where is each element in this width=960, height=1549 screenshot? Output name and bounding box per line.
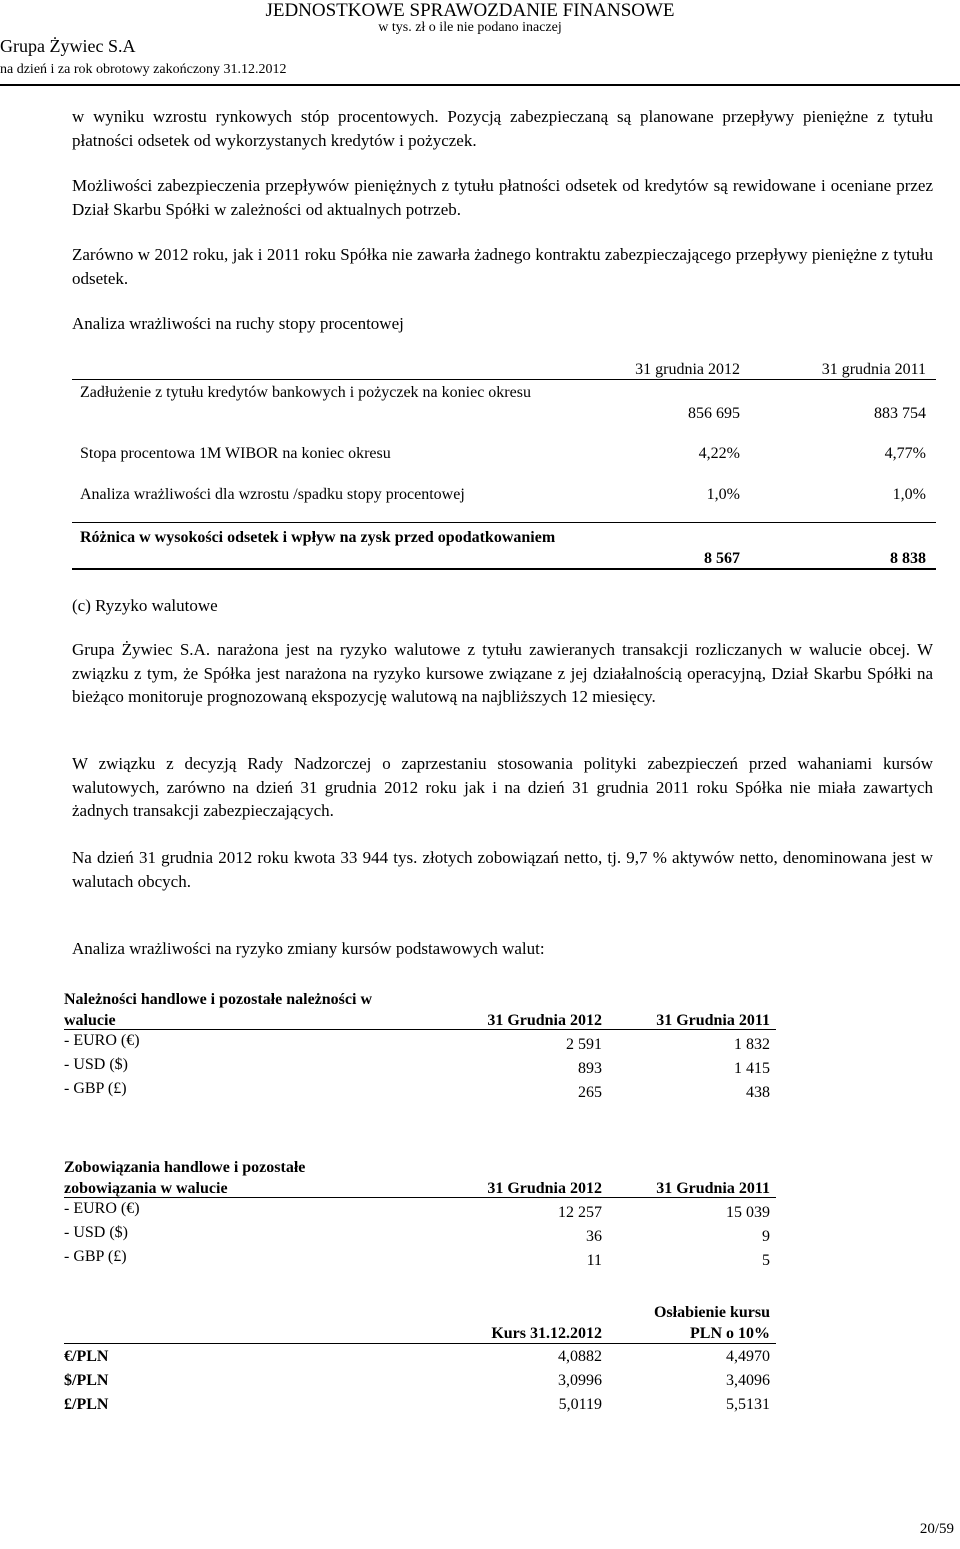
table-rule bbox=[64, 1343, 776, 1344]
column-header-2012: 31 Grudnia 2012 bbox=[487, 1180, 602, 1197]
table-cell: 15 039 bbox=[726, 1204, 770, 1221]
column-header-weakening: Osłabienie kursu bbox=[653, 1304, 770, 1321]
column-header-rate: Kurs 31.12.2012 bbox=[491, 1325, 602, 1342]
column-header-2011: 31 grudnia 2011 bbox=[821, 361, 926, 378]
table-row-label: - USD ($) bbox=[64, 1056, 128, 1073]
table-cell: 3,0996 bbox=[558, 1372, 602, 1389]
table-cell: 856 695 bbox=[688, 405, 740, 422]
table-row-label: - GBP (£) bbox=[64, 1080, 127, 1097]
section-heading-fx: (c) Ryzyko walutowe bbox=[72, 596, 218, 615]
table-row-label: $/PLN bbox=[64, 1372, 109, 1389]
column-header-2012: 31 grudnia 2012 bbox=[635, 361, 740, 378]
paragraph-2: Możliwości zabezpieczenia przepływów pieniężnych z tytułu płatności odsetek od kredytów są rewidowane i oceniane przez Dział Skarbu Spółki w zależności od aktualnych potrzeb. bbox=[72, 176, 933, 219]
table-cell: 1,0% bbox=[892, 486, 926, 503]
column-header-2012: 31 Grudnia 2012 bbox=[487, 1012, 602, 1029]
table-cell: 1 415 bbox=[734, 1060, 770, 1077]
table-cell: 4,4970 bbox=[726, 1348, 770, 1365]
table-cell: 8 838 bbox=[890, 550, 926, 567]
table-row-label: Różnica w wysokości odsetek i wpływ na zysk przed opodatkowaniem bbox=[80, 529, 556, 546]
column-header-2011: 31 Grudnia 2011 bbox=[656, 1180, 770, 1197]
table-cell: 5,5131 bbox=[726, 1396, 770, 1413]
table-rule bbox=[72, 379, 936, 380]
table-cell: 893 bbox=[578, 1060, 602, 1077]
table-row-label: - USD ($) bbox=[64, 1224, 128, 1241]
table-cell: 8 567 bbox=[704, 550, 740, 567]
table-title: Zobowiązania handlowe i pozostałe bbox=[64, 1159, 306, 1176]
table-rule bbox=[64, 1029, 776, 1030]
fx-paragraph-2: W związku z decyzją Rady Nadzorczej o zaprzestaniu stosowania polityki zabezpieczeń przed wahaniami kursów walutowych, zarówno na dzień 31 grudnia 2012 roku jak i na dzień 31 grudnia 2011 roku Spółka nie miała zawartych żadnych transakcji zabezpieczających. bbox=[72, 754, 933, 820]
table-cell: 9 bbox=[762, 1228, 770, 1245]
table-title: walucie bbox=[64, 1012, 116, 1029]
table-row-label: Zadłużenie z tytułu kredytów bankowych i pożyczek na koniec okresu bbox=[80, 384, 531, 401]
document-title: JEDNOSTKOWE SPRAWOZDANIE FINANSOWE bbox=[265, 0, 675, 21]
table-cell: 4,0882 bbox=[558, 1348, 602, 1365]
table-title: zobowiązania w walucie bbox=[64, 1180, 228, 1197]
table-cell: 883 754 bbox=[874, 405, 926, 422]
company-name: Grupa Żywiec S.A bbox=[0, 36, 136, 56]
table-row-label: Stopa procentowa 1M WIBOR na koniec okresu bbox=[80, 445, 391, 462]
page-number: 20/59 bbox=[919, 1521, 954, 1537]
table-cell: 1,0% bbox=[706, 486, 740, 503]
table-cell: 438 bbox=[746, 1084, 770, 1101]
fx-sensitivity-heading: Analiza wrażliwości na ryzyko zmiany kursów podstawowych walut: bbox=[72, 939, 545, 958]
paragraph-3: Zarówno w 2012 roku, jak i 2011 roku Spółka nie zawarła żadnego kontraktu zabezpieczającego przepływy pieniężne z tytułu odsetek. bbox=[72, 245, 933, 288]
table-title: Należności handlowe i pozostałe należności w bbox=[64, 991, 372, 1008]
section-heading-interest: Analiza wrażliwości na ruchy stopy procentowej bbox=[72, 314, 404, 333]
table-cell: 1 832 bbox=[734, 1036, 770, 1053]
header-divider bbox=[0, 84, 960, 86]
fx-paragraph-3: Na dzień 31 grudnia 2012 roku kwota 33 944 tys. złotych zobowiązań netto, tj. 9,7 % aktywów netto, denominowana jest w walutach obcych. bbox=[72, 848, 933, 891]
column-header-2011: 31 Grudnia 2011 bbox=[656, 1012, 770, 1029]
table-rule bbox=[72, 522, 936, 523]
reporting-period: na dzień i za rok obrotowy zakończony 31.12.2012 bbox=[0, 62, 287, 77]
table-row-label: Analiza wrażliwości dla wzrostu /spadku stopy procentowej bbox=[80, 486, 465, 503]
table-cell: 11 bbox=[586, 1252, 602, 1269]
table-cell: 4,77% bbox=[884, 445, 926, 462]
table-row-label: £/PLN bbox=[64, 1396, 109, 1413]
table-row-label: - GBP (£) bbox=[64, 1248, 127, 1265]
table-rule bbox=[64, 1197, 776, 1198]
table-row-label: €/PLN bbox=[64, 1348, 109, 1365]
table-cell: 2 591 bbox=[566, 1036, 602, 1053]
table-total-rule bbox=[72, 568, 936, 570]
table-cell: 36 bbox=[586, 1228, 602, 1245]
table-cell: 12 257 bbox=[558, 1204, 602, 1221]
paragraph-1: w wyniku wzrostu rynkowych stóp procentowych. Pozycją zabezpieczaną są planowane przepływy pieniężne z tytułu płatności odsetek od wykorzystanych kredytów i pożyczek. bbox=[72, 107, 933, 150]
table-cell: 5,0119 bbox=[558, 1396, 602, 1413]
table-row-label: - EURO (€) bbox=[64, 1032, 140, 1049]
table-row-label: - EURO (€) bbox=[64, 1200, 140, 1217]
column-header-weakening: PLN o 10% bbox=[690, 1325, 770, 1342]
document-subtitle: w tys. zł o ile nie podano inaczej bbox=[378, 20, 562, 35]
table-cell: 4,22% bbox=[698, 445, 740, 462]
table-cell: 3,4096 bbox=[726, 1372, 770, 1389]
fx-paragraph-1: Grupa Żywiec S.A. narażona jest na ryzyko walutowe z tytułu zawieranych transakcji rozliczanych w walucie obcej. W związku z tym, że Spółka jest narażona na ryzyko kursowe związane z jej działalnością operacyjną, Dział Skarbu Spółki na bieżąco monitoruje prognozowaną ekspozycję walutową na najbliższych 12 miesięcy. bbox=[72, 640, 933, 706]
table-cell: 5 bbox=[762, 1252, 770, 1269]
table-cell: 265 bbox=[578, 1084, 602, 1101]
